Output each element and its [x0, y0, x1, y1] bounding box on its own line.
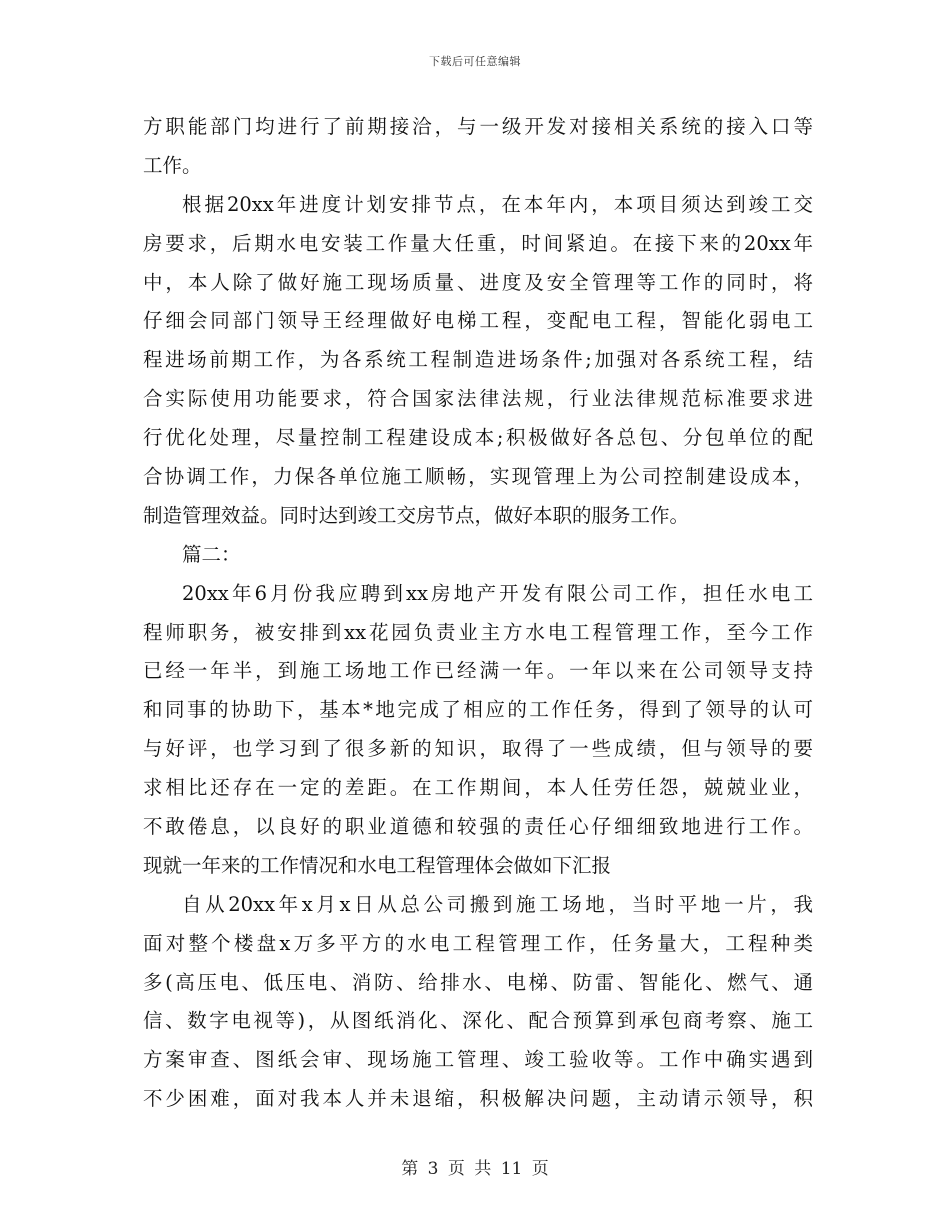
page-header: 下载后可任意编辑: [429, 55, 521, 68]
text-line: 不少困难，面对我本人并未退缩，积极解决问题，主动请示领导，积: [143, 1087, 813, 1111]
text-line: 方案审查、图纸会审、现场施工管理、竣工验收等。工作中确实遇到: [143, 1048, 813, 1072]
text-line: 求相比还存在一定的差距。在工作期间，本人任劳任怨，兢兢业业，: [143, 776, 813, 800]
text-line: 行优化处理，尽量控制工程建设成本;积极做好各总包、分包单位的配: [143, 426, 813, 450]
document-body: [143, 108, 813, 1119]
text-line: 多(高压电、低压电、消防、给排水、电梯、防雷、智能化、燃气、通: [143, 970, 813, 994]
text-line: 已经一年半，到施工场地工作已经满一年。一年以来在公司领导支持: [143, 659, 813, 683]
text-line: 制造管理效益。同时达到竣工交房节点，做好本职的服务工作。: [143, 503, 690, 527]
text-line: 篇二：: [182, 542, 241, 566]
text-line: 合实际使用功能要求，符合国家法律法规，行业法律规范标准要求进: [143, 387, 813, 411]
text-line: 工作。: [143, 153, 202, 177]
text-line: 20xx年6月份我应聘到xx房地产开发有限公司工作，担任水电工: [182, 581, 813, 605]
page-footer: 第 3 页 共 11 页: [401, 1159, 549, 1179]
text-line: 现就一年来的工作情况和水电工程管理体会做如下汇报: [143, 853, 612, 877]
text-line: 程进场前期工作，为各系统工程制造进场条件;加强对各系统工程，结: [143, 348, 813, 372]
text-line: 面对整个楼盘x万多平方的水电工程管理工作，任务量大，工程种类: [143, 931, 813, 955]
text-line: 与好评，也学习到了很多新的知识，取得了一些成绩，但与领导的要: [143, 737, 813, 761]
text-line: 房要求，后期水电安装工作量大任重，时间紧迫。在接下来的20xx年: [143, 231, 813, 255]
text-line: 和同事的协助下，基本*地完成了相应的工作任务，得到了领导的认可: [143, 698, 813, 722]
text-line: 根据20xx年进度计划安排节点，在本年内，本项目须达到竣工交: [182, 192, 813, 216]
text-line: 自从20xx年x月x日从总公司搬到施工场地，当时平地一片，我: [182, 892, 813, 916]
text-line: 仔细会同部门领导王经理做好电梯工程，变配电工程，智能化弱电工: [143, 309, 813, 333]
text-line: 不敢倦息，以良好的职业道德和较强的责任心仔细细致地进行工作。: [143, 815, 813, 839]
text-line: 中，本人除了做好施工现场质量、进度及安全管理等工作的同时，将: [143, 270, 813, 294]
text-line: 程师职务，被安排到xx花园负责业主方水电工程管理工作，至今工作: [143, 620, 813, 644]
text-line: 方职能部门均进行了前期接洽，与一级开发对接相关系统的接入口等: [143, 115, 813, 138]
text-line: 合协调工作，力保各单位施工顺畅，实现管理上为公司控制建设成本，: [143, 465, 813, 489]
text-line: 信、数字电视等)，从图纸消化、深化、配合预算到承包商考察、施工: [143, 1009, 813, 1033]
